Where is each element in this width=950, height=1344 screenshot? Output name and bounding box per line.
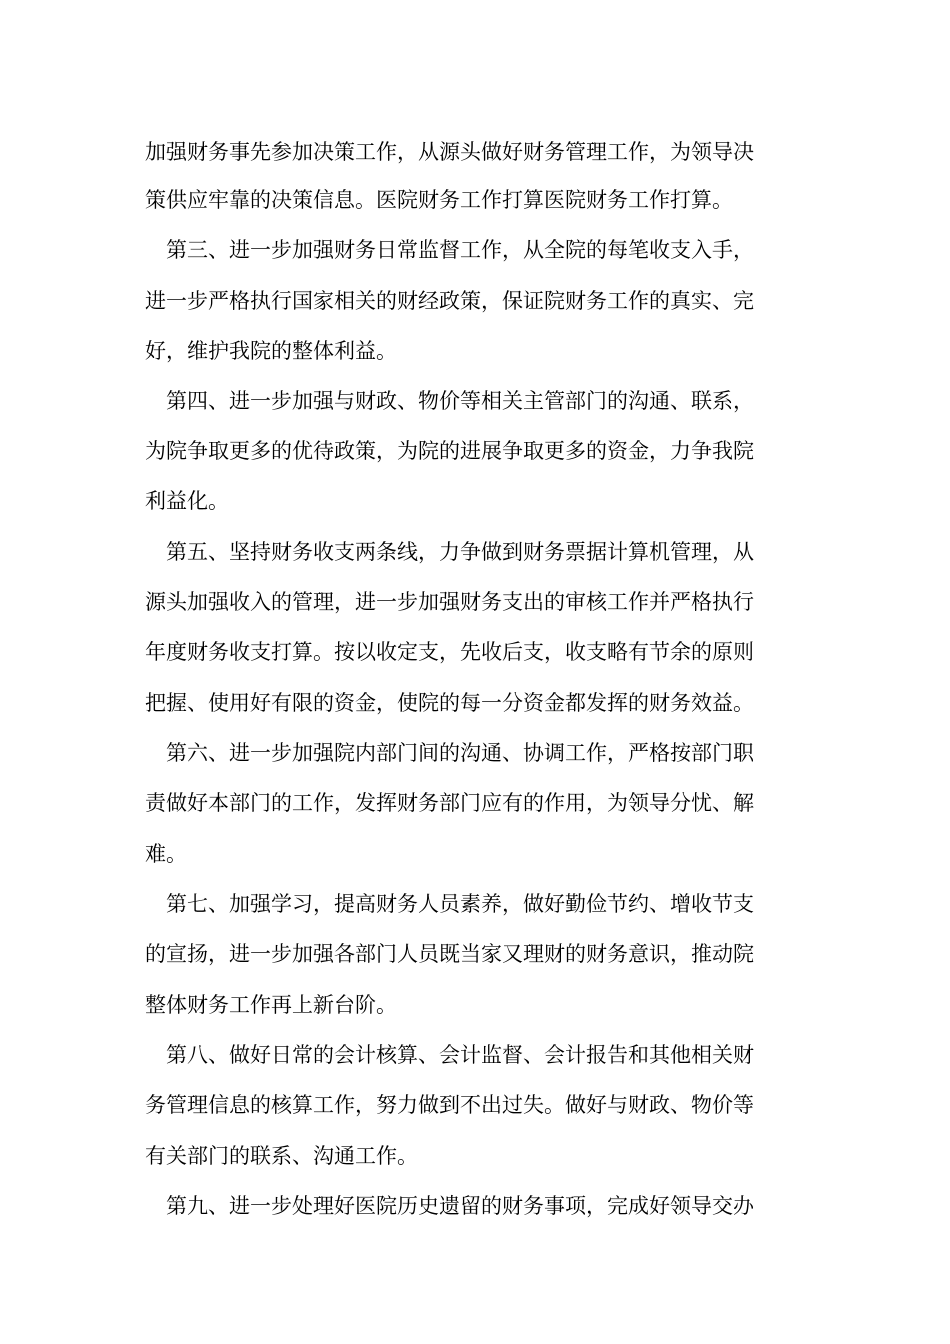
paragraph-4-line-2: 为院争取更多的优待政策，为院的进展争取更多的资金，力争我院 bbox=[145, 439, 754, 463]
paragraph-5-line-1: 第五、坚持财务收支两条线，力争做到财务票据计算机管理，从 bbox=[166, 540, 754, 564]
paragraph-3-line-2: 进一步严格执行国家相关的财经政策，保证院财务工作的真实、完 bbox=[145, 289, 754, 313]
paragraph-3-line-3: 好，维护我院的整体利益。 bbox=[145, 339, 397, 363]
paragraph-7-line-3: 整体财务工作再上新台阶。 bbox=[145, 993, 397, 1017]
paragraph-7-line-1: 第七、加强学习，提高财务人员素养，做好勤俭节约、增收节支 bbox=[166, 892, 754, 916]
text-line-1: 加强财务事先参加决策工作，从源头做好财务管理工作，为领导决 bbox=[145, 140, 754, 164]
paragraph-9-line-1: 第九、进一步处理好医院历史遗留的财务事项，完成好领导交办 bbox=[166, 1194, 754, 1218]
paragraph-7-line-2: 的宣扬，进一步加强各部门人员既当家又理财的财务意识，推动院 bbox=[145, 942, 754, 966]
paragraph-6-line-3: 难。 bbox=[145, 842, 187, 866]
paragraph-6-line-2: 责做好本部门的工作，发挥财务部门应有的作用，为领导分忧、解 bbox=[145, 791, 754, 815]
paragraph-5-line-3: 年度财务收支打算。按以收定支，先收后支，收支略有节余的原则 bbox=[145, 640, 754, 664]
paragraph-6-line-1: 第六、进一步加强院内部门间的沟通、协调工作，严格按部门职 bbox=[166, 741, 754, 765]
paragraph-8-line-2: 务管理信息的核算工作，努力做到不出过失。做好与财政、物价等 bbox=[145, 1093, 754, 1117]
paragraph-8-line-1: 第八、做好日常的会计核算、会计监督、会计报告和其他相关财 bbox=[166, 1043, 754, 1067]
paragraph-4-line-1: 第四、进一步加强与财政、物价等相关主管部门的沟通、联系， bbox=[166, 389, 754, 413]
paragraph-5-line-4: 把握、使用好有限的资金，使院的每一分资金都发挥的财务效益。 bbox=[145, 691, 754, 715]
paragraph-4-line-3: 利益化。 bbox=[145, 489, 229, 513]
paragraph-5-line-2: 源头加强收入的管理，进一步加强财务支出的审核工作并严格执行 bbox=[145, 590, 754, 614]
paragraph-3-line-1: 第三、进一步加强财务日常监督工作，从全院的每笔收支入手， bbox=[166, 238, 754, 262]
paragraph-8-line-3: 有关部门的联系、沟通工作。 bbox=[145, 1144, 418, 1168]
text-line-2: 策供应牢靠的决策信息。医院财务工作打算医院财务工作打算。 bbox=[145, 188, 733, 212]
